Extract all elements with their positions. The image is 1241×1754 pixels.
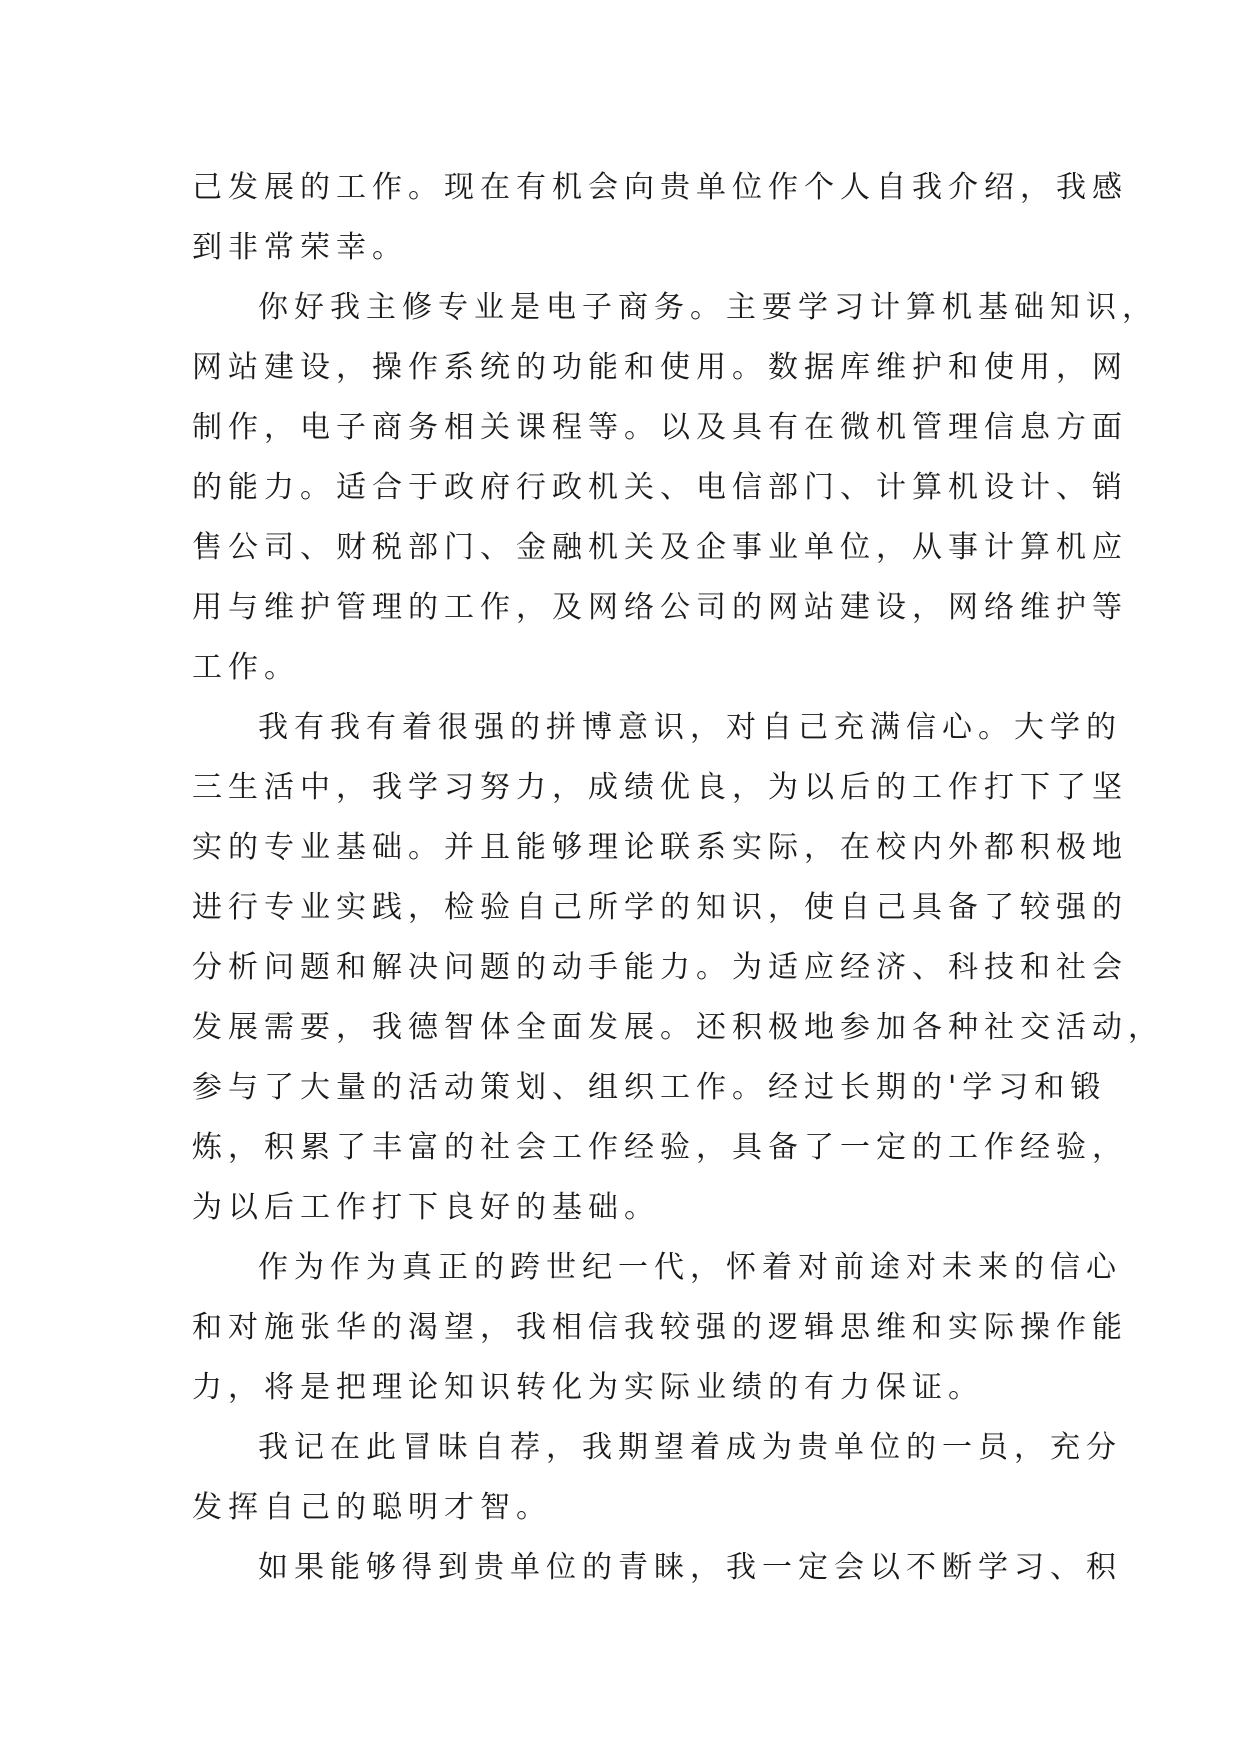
text-line: 我记在此冒昧自荐，我期望着成为贵单位的一员，充分 [258, 1430, 1122, 1465]
text-line: 发展需要，我德智体全面发展。还积极地参加各种社交活动， [192, 1010, 1164, 1045]
text-line: 到非常荣幸。 [192, 230, 408, 265]
letter-body [192, 158, 1164, 1598]
text-line: 己发展的工作。现在有机会向贵单位作个人自我介绍，我感 [192, 170, 1128, 205]
text-line: 用与维护管理的工作，及网络公司的网站建设，网络维护等 [192, 590, 1128, 625]
text-line: 售公司、财税部门、金融机关及企事业单位，从事计算机应 [192, 530, 1128, 565]
text-line: 为以后工作打下良好的基础。 [192, 1190, 660, 1225]
text-line: 实的专业基础。并且能够理论联系实际，在校内外都积极地 [192, 830, 1128, 865]
text-line: 力，将是把理论知识转化为实际业绩的有力保证。 [192, 1370, 984, 1405]
text-line: 参与了大量的活动策划、组织工作。经过长期的'学习和锻 [192, 1070, 1107, 1105]
text-line: 如果能够得到贵单位的青睐，我一定会以不断学习、积 [258, 1550, 1122, 1585]
text-line: 制作，电子商务相关课程等。以及具有在微机管理信息方面 [192, 410, 1128, 445]
text-line: 工作。 [192, 650, 300, 685]
text-line: 网站建设，操作系统的功能和使用。数据库维护和使用，网 [192, 350, 1128, 385]
text-line: 分析问题和解决问题的动手能力。为适应经济、科技和社会 [192, 950, 1128, 985]
text-line: 我有我有着很强的拼博意识，对自己充满信心。大学的 [258, 710, 1122, 745]
text-line: 三生活中，我学习努力，成绩优良，为以后的工作打下了坚 [192, 770, 1128, 805]
text-line: 作为作为真正的跨世纪一代，怀着对前途对未来的信心 [258, 1250, 1122, 1285]
text-line: 的能力。适合于政府行政机关、电信部门、计算机设计、销 [192, 470, 1128, 505]
text-line: 和对施张华的渴望，我相信我较强的逻辑思维和实际操作能 [192, 1310, 1128, 1345]
text-line: 炼，积累了丰富的社会工作经验，具备了一定的工作经验， [192, 1130, 1128, 1165]
text-line: 进行专业实践，检验自己所学的知识，使自己具备了较强的 [192, 890, 1128, 925]
text-line: 发挥自己的聪明才智。 [192, 1490, 552, 1525]
text-line: 你好我主修专业是电子商务。主要学习计算机基础知识， [258, 290, 1158, 325]
